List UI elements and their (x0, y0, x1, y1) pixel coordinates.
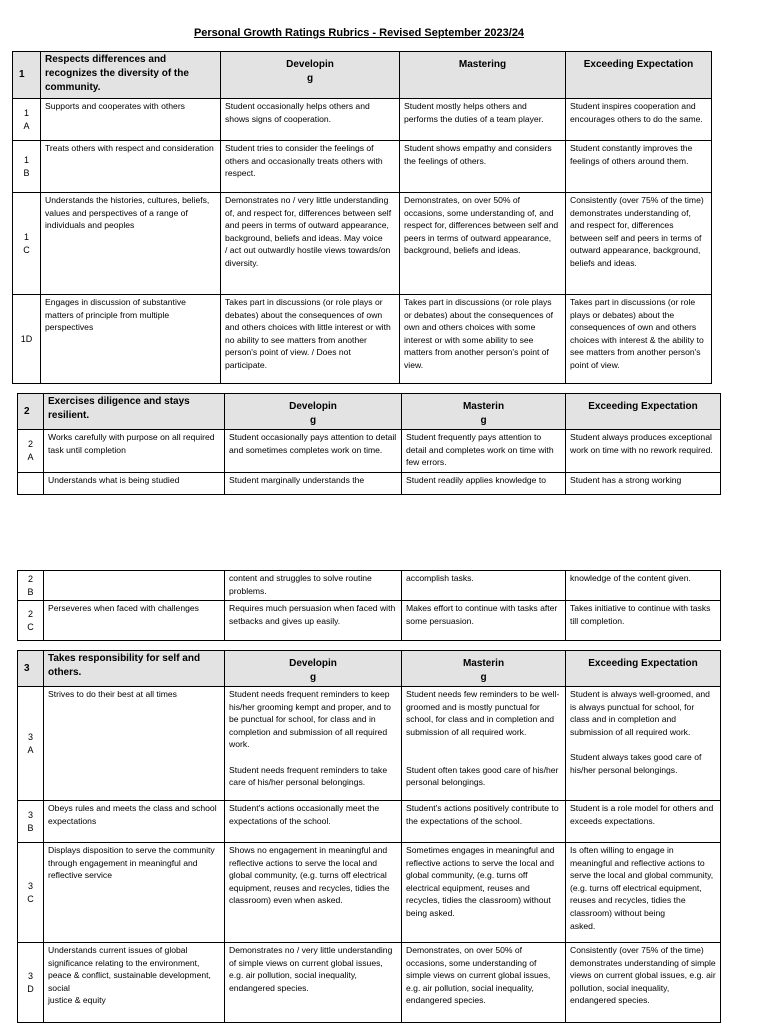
exceeding-descriptor: Student always produces exceptional work on time with no rework required. (566, 430, 721, 473)
criterion-text (44, 571, 225, 601)
developing-descriptor: Requires much persuasion when faced with setbacks and gives up easily. (225, 601, 402, 641)
mastering-descriptor: Demonstrates, on over 50% of occasions, some understanding of simple views on current global issues, e.g. air pollution, social inequality, endangered species. (402, 943, 566, 1023)
developing-descriptor: Student occasionally pays attention to detail and sometimes completes work on time. (225, 430, 402, 473)
criterion-text: Supports and cooperates with others (41, 99, 221, 141)
mastering-descriptor: Sometimes engages in meaningful and reflective actions to serve the local and global community, (e.g. turns off electrical equipment, reuses and recycles, tidies the classroom) without being asked. (402, 843, 566, 943)
developing-descriptor: content and struggles to solve routine problems. (225, 571, 402, 601)
criterion-text: Strives to do their best at all times (44, 687, 225, 801)
developing-descriptor: Student occasionally helps others and shows signs of cooperation. (221, 99, 400, 141)
section-header-row (18, 651, 721, 687)
section-number: 2 (18, 394, 44, 430)
developing-descriptor: Student's actions occasionally meet the expectations of the school. (225, 801, 402, 843)
section-heading: Exercises diligence and stays resilient. (44, 394, 225, 430)
level-header-exceeding: Exceeding Expectation (566, 394, 721, 430)
table-row (18, 601, 721, 641)
table-row (18, 943, 721, 1023)
developing-descriptor: Demonstrates no / very little understanding of, and respect for, differences between self and peers in terms of outward appearance, background, beliefs and ideas. May voice / act out outwardly hostile views towards/on diversity. (221, 193, 400, 295)
criterion-id: 2 B (18, 571, 44, 601)
exceeding-descriptor: Student constantly improves the feelings of others around them. (566, 141, 712, 193)
criterion-id: 3 B (18, 801, 44, 843)
section-number: 1 (13, 52, 41, 99)
mastering-descriptor: Student frequently pays attention to detail and completes work on time with few errors. (402, 430, 566, 473)
criterion-id: 1 B (13, 141, 41, 193)
criterion-text: Understands current issues of global significance relating to the environment, peace & conflict, sustainable development, social justice & equity (44, 943, 225, 1023)
mastering-descriptor: accomplish tasks. (402, 571, 566, 601)
table-row (13, 141, 712, 193)
criterion-id: 3 D (18, 943, 44, 1023)
exceeding-descriptor: Student has a strong working (566, 473, 721, 495)
level-header-developing: Developin g (221, 52, 400, 99)
mastering-descriptor: Student mostly helps others and performs the duties of a team player. (400, 99, 566, 141)
level-header-mastering: Mastering (400, 52, 566, 99)
developing-descriptor: Student needs frequent reminders to keep his/her grooming kempt and proper, and to be punctual for school, for class and in completion and submission of all required work. Student needs frequent reminders to take care of his/her personal belongings. (225, 687, 402, 801)
table-row (18, 843, 721, 943)
exceeding-descriptor: Student is always well-groomed, and is always punctual for school, for class and in completion and submission of all required work. Student always takes good care of his/her personal belongings. (566, 687, 721, 801)
criterion-text: Perseveres when faced with challenges (44, 601, 225, 641)
criterion-text: Engages in discussion of substantive matters of principle from multiple perspectives (41, 295, 221, 384)
criterion-id: 2 C (18, 601, 44, 641)
rubric-table-section-3 (17, 650, 721, 1023)
mastering-descriptor: Student readily applies knowledge to (402, 473, 566, 495)
rubric-table-section-1 (12, 51, 712, 384)
developing-descriptor: Takes part in discussions (or role plays or debates) about the consequences of own and others choices with little interest or with no ability to see matters from another person's point of view. / Does not participate. (221, 295, 400, 384)
section-header-row (18, 394, 721, 430)
section-number: 3 (18, 651, 44, 687)
rubric-table-section-2-continued (17, 570, 721, 641)
document-title: Personal Growth Ratings Rubrics - Revised September 2023/24 (193, 27, 525, 39)
criterion-id (18, 473, 44, 495)
level-header-mastering: Masterin g (402, 651, 566, 687)
developing-descriptor: Student marginally understands the (225, 473, 402, 495)
criterion-text: Treats others with respect and consideration (41, 141, 221, 193)
exceeding-descriptor: Consistently (over 75% of the time) demonstrates understanding of, and respect for, differences between self and peers in terms of outward appearance, background, beliefs and ideas. (566, 193, 712, 295)
level-header-developing: Developin g (225, 651, 402, 687)
developing-descriptor: Shows no engagement in meaningful and reflective actions to serve the local and global community, (e.g. turns off electrical equipment, reuses and recycles, tidies the classroom) even when asked. (225, 843, 402, 943)
criterion-text: Works carefully with purpose on all required task until completion (44, 430, 225, 473)
table-row (18, 571, 721, 601)
criterion-text: Displays disposition to serve the community through engagement in meaningful and reflective service (44, 843, 225, 943)
criterion-id: 2 A (18, 430, 44, 473)
table-row (18, 430, 721, 473)
rubric-table-section-2 (17, 393, 721, 495)
criterion-text: Understands the histories, cultures, beliefs, values and perspectives of a range of individuals and peoples (41, 193, 221, 295)
exceeding-descriptor: Takes part in discussions (or role plays or debates) about the consequences of own and others choices with interest & the ability to see matters from another person's point of view. (566, 295, 712, 384)
table-row (13, 295, 712, 384)
developing-descriptor: Demonstrates no / very little understanding of simple views on current global issues, e.g. air pollution, social inequality, endangered species. (225, 943, 402, 1023)
criterion-id: 1D (13, 295, 41, 384)
criterion-text: Obeys rules and meets the class and school expectations (44, 801, 225, 843)
developing-descriptor: Student tries to consider the feelings of others and occasionally treats others with respect. (221, 141, 400, 193)
exceeding-descriptor: Student inspires cooperation and encourages others to do the same. (566, 99, 712, 141)
exceeding-descriptor: Takes initiative to continue with tasks till completion. (566, 601, 721, 641)
table-row (18, 801, 721, 843)
mastering-descriptor: Student needs few reminders to be well-groomed and is mostly punctual for school, for class and in completion and submission of all required work. Student often takes good care of his/her personal belongings. (402, 687, 566, 801)
criterion-id: 3 C (18, 843, 44, 943)
section-heading: Takes responsibility for self and others. (44, 651, 225, 687)
exceeding-descriptor: Is often willing to engage in meaningful and reflective actions to serve the local and global community, (e.g. turns off electrical equipment, reuses and recycles, tidies the classroom) without being asked. (566, 843, 721, 943)
level-header-developing: Developin g (225, 394, 402, 430)
criterion-id: 1 C (13, 193, 41, 295)
criterion-text: Understands what is being studied (44, 473, 225, 495)
table-row (18, 687, 721, 801)
table-row (13, 193, 712, 295)
mastering-descriptor: Student's actions positively contribute to the expectations of the school. (402, 801, 566, 843)
criterion-id: 1 A (13, 99, 41, 141)
level-header-mastering: Masterin g (402, 394, 566, 430)
section-heading: Respects differences and recognizes the diversity of the community. (41, 52, 221, 99)
mastering-descriptor: Student shows empathy and considers the feelings of others. (400, 141, 566, 193)
level-header-exceeding: Exceeding Expectation (566, 52, 712, 99)
exceeding-descriptor: knowledge of the content given. (566, 571, 721, 601)
level-header-exceeding: Exceeding Expectation (566, 651, 721, 687)
mastering-descriptor: Takes part in discussions (or role plays or debates) about the consequences of own and others choices with some interest or with some ability to see matters from another person's point of view. (400, 295, 566, 384)
mastering-descriptor: Makes effort to continue with tasks after some persuasion. (402, 601, 566, 641)
table-row (18, 473, 721, 495)
mastering-descriptor: Demonstrates, on over 50% of occasions, some understanding of, and respect for, differences between self and peers in terms of outward appearance, background, beliefs and ideas. (400, 193, 566, 295)
table-row (13, 99, 712, 141)
section-header-row (13, 52, 712, 99)
exceeding-descriptor: Student is a role model for others and exceeds expectations. (566, 801, 721, 843)
criterion-id: 3 A (18, 687, 44, 801)
exceeding-descriptor: Consistently (over 75% of the time) demonstrates understanding of simple views on current global issues, e.g. air pollution, social inequality, endangered species. (566, 943, 721, 1023)
